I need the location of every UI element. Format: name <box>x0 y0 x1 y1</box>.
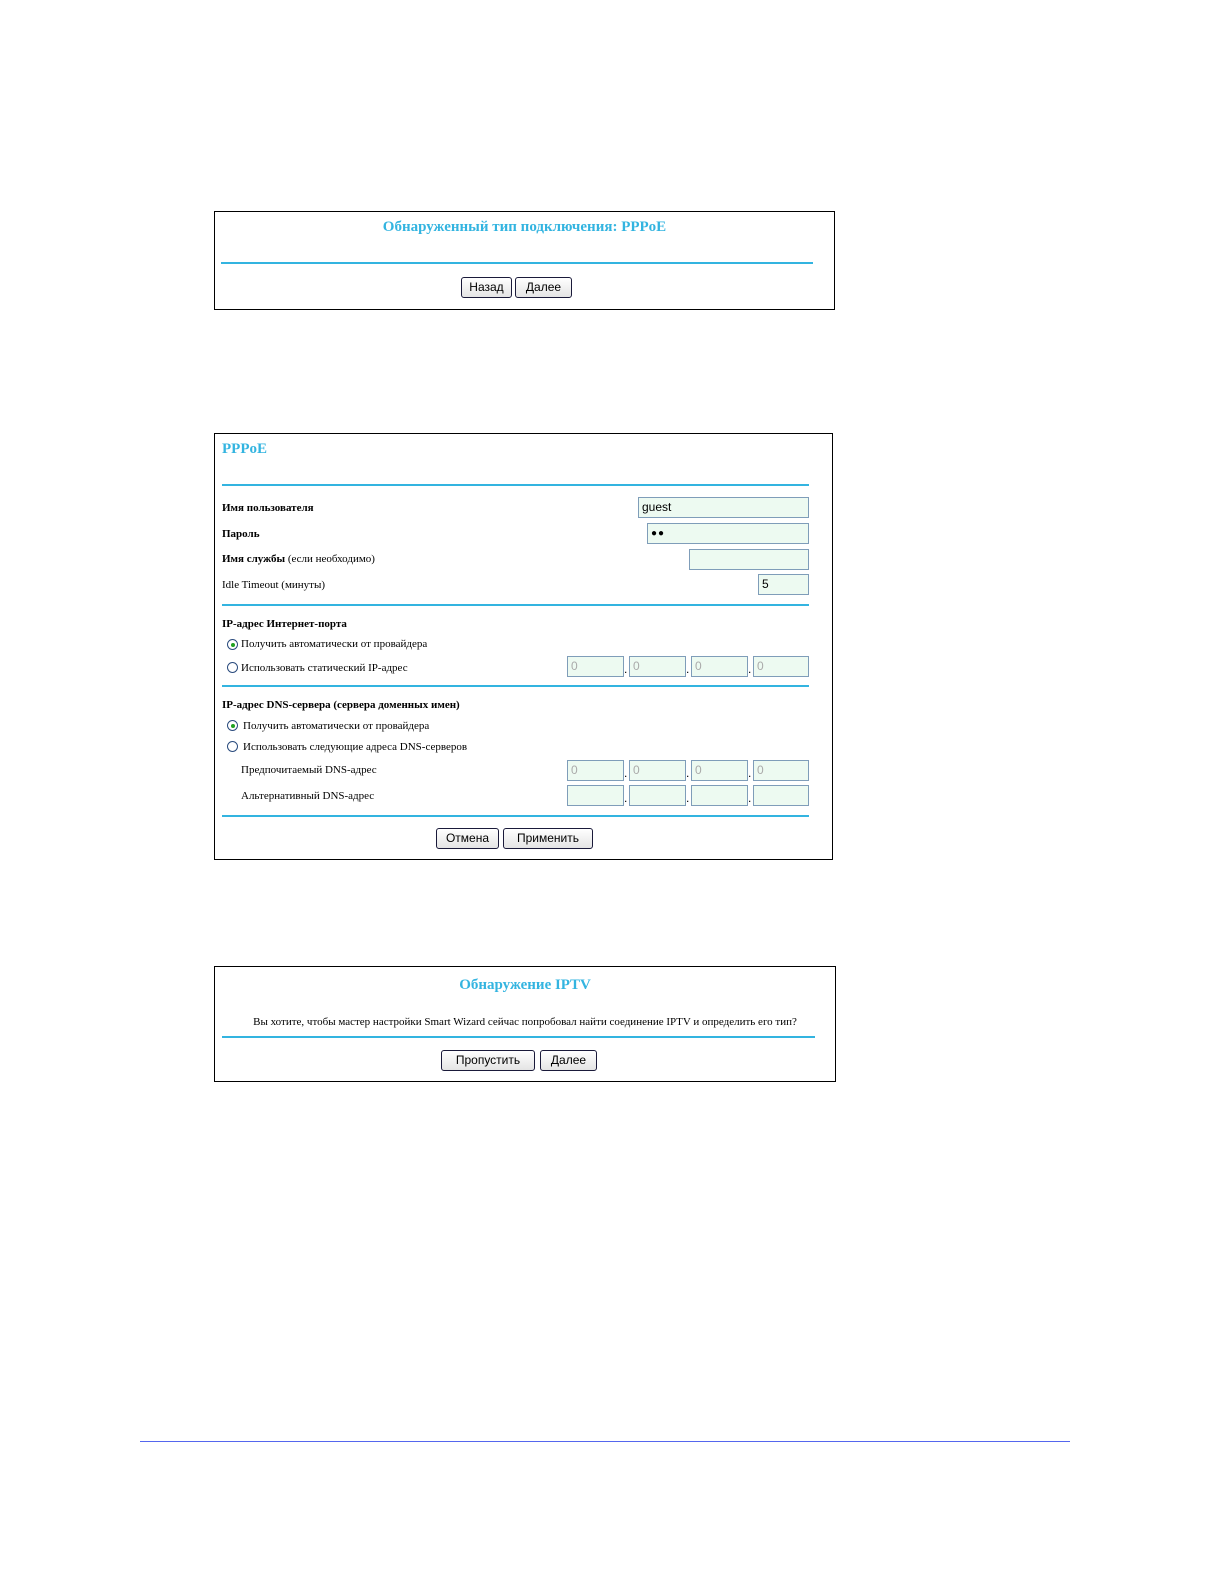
ip-static-label: Использовать статический IP-адрес <box>241 662 408 674</box>
dns-secondary-octet-4[interactable] <box>753 785 809 806</box>
apply-button[interactable]: Применить <box>503 828 593 849</box>
octet-separator: . <box>686 766 690 780</box>
octet-separator: . <box>748 791 752 805</box>
username-input[interactable]: guest <box>638 497 809 518</box>
octet-separator: . <box>624 766 628 780</box>
divider <box>222 685 809 687</box>
divider <box>222 1036 815 1038</box>
octet-separator: . <box>748 766 752 780</box>
iptv-next-button[interactable]: Далее <box>540 1050 597 1071</box>
back-button[interactable]: Назад <box>461 277 512 298</box>
pppoe-panel <box>214 433 833 860</box>
iptv-title: Обнаружение IPTV <box>459 977 591 993</box>
octet-separator: . <box>624 662 628 676</box>
dns-primary-label: Предпочитаемый DNS-адрес <box>241 764 377 776</box>
detected-connection-panel <box>214 211 835 310</box>
octet-separator: . <box>686 791 690 805</box>
static-ip-octet-4[interactable]: 0 <box>753 656 809 677</box>
password-input[interactable]: ●● <box>647 523 809 544</box>
dns-secondary-octet-3[interactable] <box>691 785 748 806</box>
static-ip-octet-1[interactable]: 0 <box>567 656 624 677</box>
footer-divider <box>140 1441 1070 1442</box>
ip-auto-label: Получить автоматически от провайдера <box>241 638 428 650</box>
dns-auto-label: Получить автоматически от провайдера <box>243 720 430 732</box>
skip-button[interactable]: Пропустить <box>441 1050 535 1071</box>
idle-timeout-label: Idle Timeout (минуты) <box>222 579 326 591</box>
dns-primary-octet-1[interactable]: 0 <box>567 760 624 781</box>
dns-primary-octet-3[interactable]: 0 <box>691 760 748 781</box>
static-ip-octet-2[interactable]: 0 <box>629 656 686 677</box>
divider <box>222 815 809 817</box>
detected-connection-title: Обнаруженный тип подключения: PPPoE <box>382 219 667 235</box>
divider <box>222 604 809 606</box>
dns-manual-label: Использовать следующие адреса DNS-серверов <box>243 741 468 753</box>
cancel-button[interactable]: Отмена <box>436 828 499 849</box>
dns-primary-octet-4[interactable]: 0 <box>753 760 809 781</box>
octet-separator: . <box>624 791 628 805</box>
pppoe-title: PPPoE <box>222 441 267 457</box>
dns-manual-radio[interactable] <box>227 741 238 752</box>
dns-secondary-octet-1[interactable] <box>567 785 624 806</box>
octet-separator: . <box>748 662 752 676</box>
idle-timeout-input[interactable]: 5 <box>758 574 809 595</box>
iptv-question: Вы хотите, чтобы мастер настройки Smart Wizard сейчас попробовал найти соединение IPTV и определить его тип? <box>253 1016 797 1028</box>
password-label: Пароль <box>222 528 260 540</box>
dns-secondary-label: Альтернативный DNS-адрес <box>241 790 375 802</box>
iptv-panel <box>214 966 836 1082</box>
ip-auto-radio[interactable] <box>227 639 238 650</box>
dns-auto-radio[interactable] <box>227 720 238 731</box>
static-ip-octet-3[interactable]: 0 <box>691 656 748 677</box>
dns-primary-octet-2[interactable]: 0 <box>629 760 686 781</box>
divider <box>222 484 809 486</box>
ip-section-title: IP-адрес Интернет-порта <box>222 618 347 630</box>
divider <box>221 262 813 264</box>
next-button[interactable]: Далее <box>515 277 572 298</box>
service-name-label: Имя службы (если необходимо) <box>222 553 375 565</box>
username-label: Имя пользователя <box>222 502 314 514</box>
ip-static-radio[interactable] <box>227 662 238 673</box>
service-name-input[interactable] <box>689 549 809 570</box>
dns-secondary-octet-2[interactable] <box>629 785 686 806</box>
dns-section-title: IP-адрес DNS-сервера (сервера доменных имен) <box>222 699 460 711</box>
octet-separator: . <box>686 662 690 676</box>
